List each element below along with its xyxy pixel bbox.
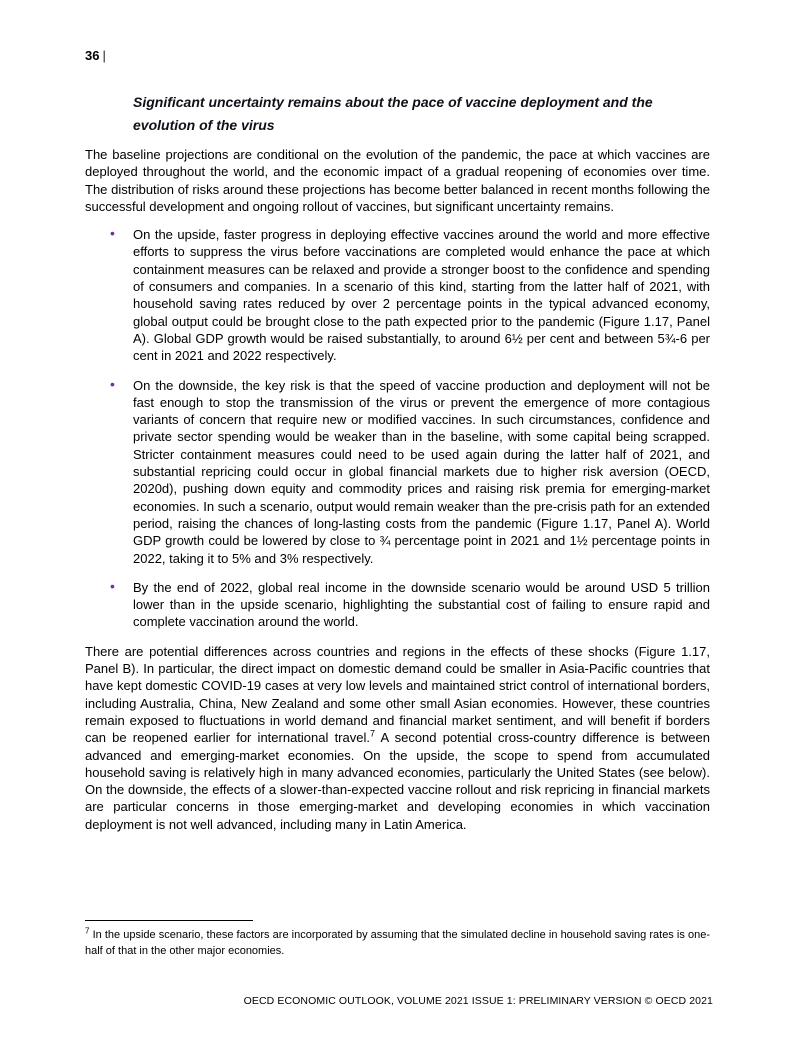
bullet-text: On the upside, faster progress in deploying effective vaccines around the world and more effective efforts to suppress the virus before vaccinations are completed would enhance the pace at which containment measures can be relaxed and provide a stronger boost to the confidence and spending of consumers and companies. In a scenario of this kind, starting from the latter half of 2021, with household saving rates reduced by over 2 percentage points in the typical advanced economy, global output could be brought close to the path expected prior to the pandemic (Figure 1.17, Panel A). Global GDP growth would be raised substantially, to around 6½ per cent and between 5¾-6 per cent in 2021 and 2022 respectively. [133,227,710,364]
section-heading: Significant uncertainty remains about the pace of vaccine deployment and the evolution of the virus [133,94,653,133]
bullet-list [85,226,710,631]
body-paragraph-part2: A second potential cross-country difference is between advanced and emerging-market economies. On the upside, the scope to spend from accumulated household saving is relatively high in many advanced economies, particularly the United States (see below). On the downside, the effects of a slower-than-expected vaccine rollout and risk repricing in financial markets are particular concerns in those emerging-market and developing economies in which vaccination deployment is not well advanced, including many in Latin America. [85,730,710,832]
footnote [85,927,710,959]
page-number-separator: | [102,48,106,63]
body-paragraph-part1: There are potential differences across countries and regions in the effects of these shocks (Figure 1.17, Panel B). In particular, the direct impact on domestic demand could be smaller in Asia-Pacific countries that have kept domestic COVID-19 cases at very low levels and maintained strict control of international borders, including Australia, China, New Zealand and some other small Asian economies. However, these countries remain exposed to fluctuations in world demand and financial market sentiment, and will benefit if borders can be reopened earlier for international travel. [85,643,710,746]
footnote-block [85,920,710,959]
bullet-text: By the end of 2022, global real income in the downside scenario would be around USD 5 trillion lower than in the upside scenario, highlighting the substantial cost of failing to ensure rapid and complete vaccination around the world. [133,579,710,630]
footnote-separator-rule [85,920,253,921]
footnote-reference: 7 [369,728,375,739]
bullet-marker-icon: • [110,577,115,594]
page-header [85,48,710,63]
intro-paragraph: The baseline projections are conditional on the evolution of the pandemic, the pace at which vaccines are deployed throughout the world, and the economic impact of a gradual reopening of economies over time. The distribution of risks around these projections has become better balanced in recent months following the successful development and ongoing rollout of vaccines, but significant uncertainty remains. [85,147,710,214]
footnote-marker: 7 [85,926,90,936]
bullet-text: On the downside, the key risk is that the speed of vaccine production and deployment will not be fast enough to stop the transmission of the virus or prevent the emergence of more contagious variants of concern that require new or modified vaccines. In such circumstances, confidence and private sector spending would be weaker than in the baseline, with some capital being scrapped. Stricter containment measures could need to be used again during the latter half of 2021, and substantial repricing could occur in global financial markets due to higher risk aversion (OECD, 2020d), pushing down equity and commodity prices and raising risk premia for emerging-market economies. In such a scenario, output would remain weaker than the pre-crisis path for an extended period, raising the chances of long-lasting costs from the pandemic (Figure 1.17, Panel A). World GDP growth could be lowered by close to ¾ percentage point in 2021 and 1½ percentage points in 2022, taking it to 5% and 3% respectively. [133,377,710,566]
bullet-item [85,377,710,567]
page-number: 36 [85,48,100,63]
bullet-item [85,579,710,631]
body-paragraph [85,643,710,833]
bullet-item [85,226,710,364]
page-footer: OECD ECONOMIC OUTLOOK, VOLUME 2021 ISSUE 1: PRELIMINARY VERSION © OECD 2021 [243,995,713,1007]
footnote-text: In the upside scenario, these factors are incorporated by assuming that the simulated decline in household saving rates is one-half of that in the other major economies. [85,929,710,957]
bullet-marker-icon: • [110,225,115,242]
bullet-marker-icon: • [110,375,115,392]
